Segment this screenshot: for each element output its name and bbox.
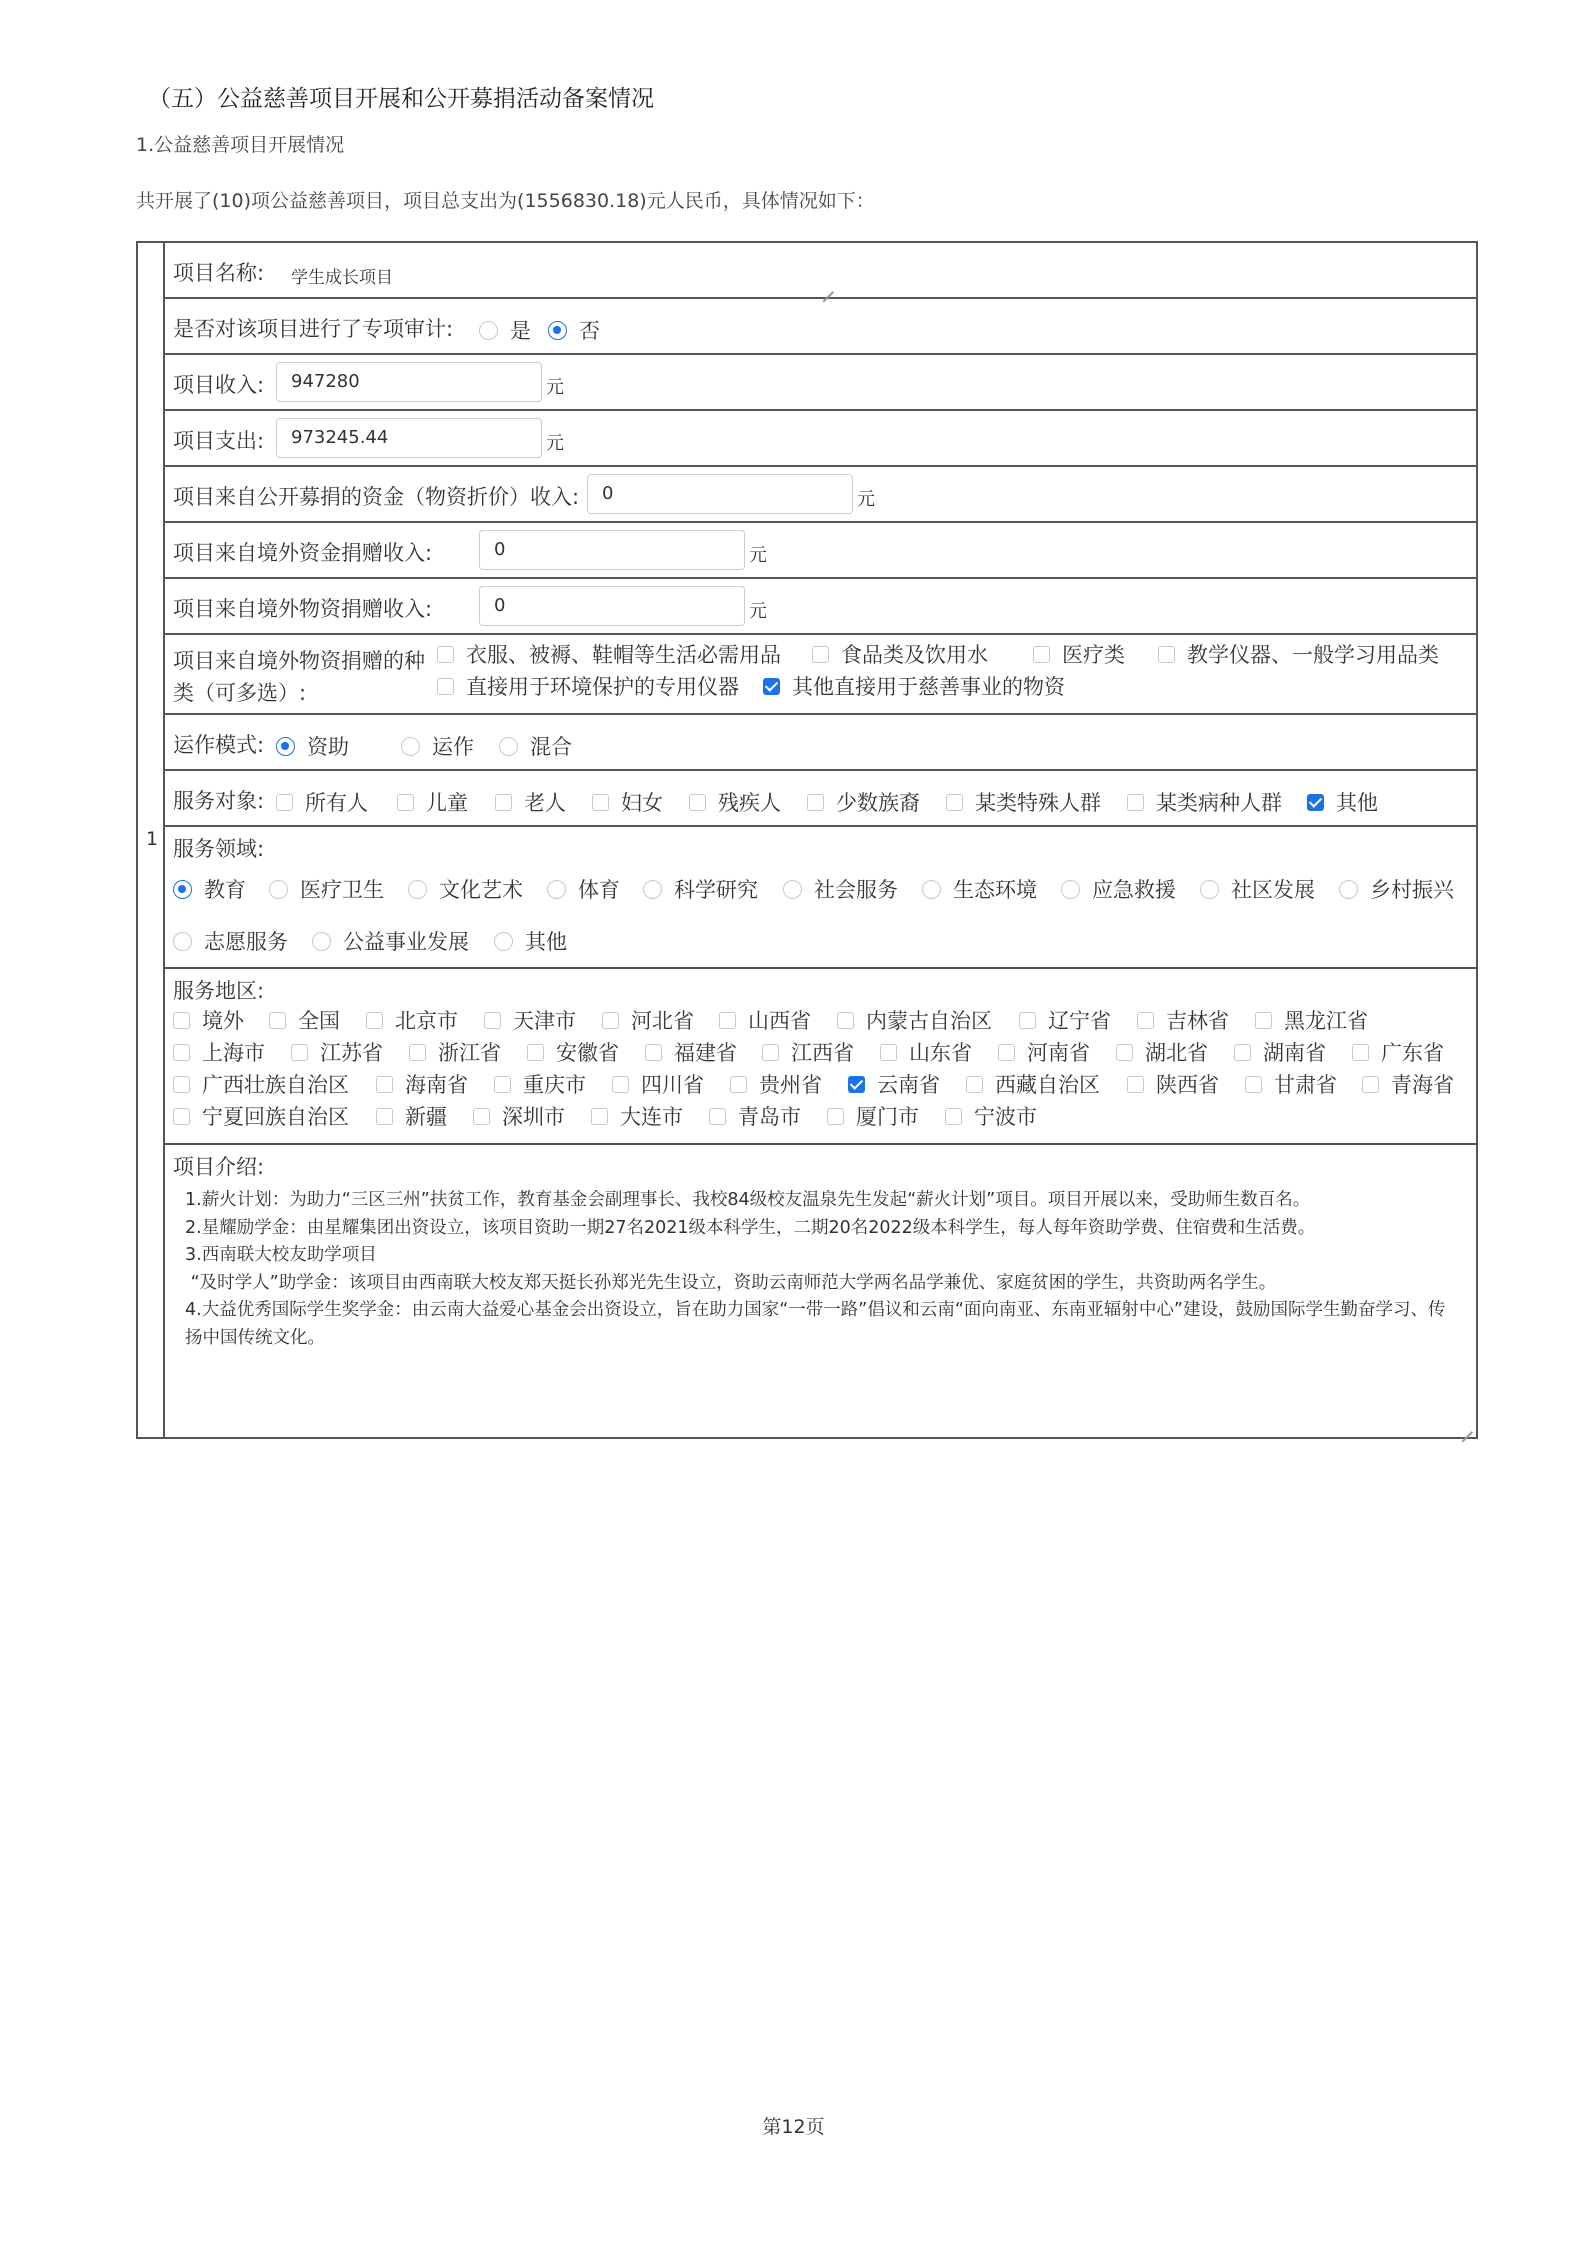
region-item-label: 山东省 — [909, 1041, 972, 1065]
checkbox-region[interactable] — [998, 1044, 1015, 1061]
foreign-fund-unit: 元 — [749, 545, 767, 566]
checkbox-region[interactable] — [376, 1108, 393, 1125]
income-label: 项目收入: — [173, 373, 265, 397]
domain-public[interactable] — [312, 926, 469, 956]
goods-type-daily-label: 衣服、被褥、鞋帽等生活必需用品 — [466, 643, 781, 667]
target-disabled-label: 残疾人 — [718, 791, 781, 815]
region-item[interactable] — [709, 1101, 801, 1131]
domain-label: 服务领域: — [173, 837, 265, 861]
row-expense — [165, 411, 1476, 467]
mode-mixed[interactable] — [499, 731, 572, 761]
goods-type-medical-label: 医疗类 — [1062, 643, 1125, 667]
public-fund-label: 项目来自公开募捐的资金（物资折价）收入: — [173, 485, 580, 509]
checkbox-region[interactable] — [473, 1108, 490, 1125]
region-item[interactable] — [1137, 1005, 1229, 1035]
target-label: 服务对象: — [173, 789, 265, 813]
domain-rural[interactable] — [1339, 874, 1454, 904]
region-item-label: 宁夏回族自治区 — [202, 1105, 349, 1129]
radio-public[interactable] — [312, 932, 331, 951]
region-item[interactable] — [1019, 1005, 1111, 1035]
region-item-label: 西藏自治区 — [995, 1073, 1100, 1097]
public-fund-input[interactable]: 0 — [587, 474, 853, 514]
row-project-name — [165, 243, 1476, 299]
checkbox-region[interactable] — [409, 1044, 426, 1061]
checkbox-target-women[interactable] — [592, 794, 609, 811]
checkbox-region[interactable] — [1019, 1012, 1036, 1029]
region-item-label: 上海市 — [202, 1041, 265, 1065]
target-children-label: 儿童 — [426, 791, 468, 815]
checkbox-region-yunnan[interactable] — [848, 1076, 865, 1093]
checkbox-target-all[interactable] — [276, 794, 293, 811]
region-item[interactable] — [173, 1005, 244, 1035]
domain-other[interactable] — [494, 926, 567, 956]
goods-type-other[interactable] — [763, 671, 1065, 701]
checkbox-region[interactable] — [173, 1108, 190, 1125]
region-item[interactable] — [173, 1101, 349, 1131]
target-minority-label: 少数族裔 — [836, 791, 920, 815]
row-targets — [165, 771, 1476, 827]
region-item-label: 浙江省 — [438, 1041, 501, 1065]
radio-domain-other[interactable] — [494, 932, 513, 951]
region-item[interactable] — [376, 1069, 468, 1099]
region-item[interactable] — [1127, 1069, 1219, 1099]
domain-sports-label: 体育 — [578, 878, 620, 902]
region-item-label: 新疆 — [405, 1105, 447, 1129]
goods-type-other-label: 其他直接用于慈善事业的物资 — [792, 675, 1065, 699]
region-item[interactable] — [376, 1101, 447, 1131]
domain-culture[interactable] — [408, 874, 523, 904]
radio-fund[interactable] — [276, 737, 295, 756]
region-item-label: 境外 — [202, 1009, 244, 1033]
region-item-label: 吉林省 — [1166, 1009, 1229, 1033]
domain-health-label: 医疗卫生 — [300, 878, 384, 902]
radio-social[interactable] — [783, 880, 802, 899]
radio-culture[interactable] — [408, 880, 427, 899]
project-index: 1 — [146, 828, 159, 850]
checkbox-region[interactable] — [880, 1044, 897, 1061]
project-table — [136, 241, 1478, 1439]
region-item[interactable] — [602, 1005, 694, 1035]
checkbox-region[interactable] — [366, 1012, 383, 1029]
domain-education[interactable] — [173, 874, 246, 904]
goods-type-env-label: 直接用于环境保护的专用仪器 — [466, 675, 739, 699]
intro-label: 项目介绍: — [173, 1155, 265, 1179]
radio-rural[interactable] — [1339, 880, 1358, 899]
row-public-fund — [165, 467, 1476, 523]
checkbox-region[interactable] — [591, 1108, 608, 1125]
checkbox-region[interactable] — [827, 1108, 844, 1125]
expense-unit: 元 — [546, 433, 564, 454]
region-item-label: 辽宁省 — [1048, 1009, 1111, 1033]
target-all-label: 所有人 — [305, 791, 368, 815]
summary-total: (1556830.18) — [517, 190, 647, 212]
target-special-label: 某类特殊人群 — [975, 791, 1101, 815]
target-elderly[interactable] — [495, 787, 566, 817]
domain-health[interactable] — [269, 874, 384, 904]
domain-science-label: 科学研究 — [674, 878, 758, 902]
intro-textarea[interactable]: 1.薪火计划：为助力“三区三州”扶贫工作，教育基金会副理事长、我校84级校友温泉先生发起“薪火计划”项目。项目开展以来，受助师生数百名。 2.星耀励学金：由星耀集团出资设立，该项目资助一期27名2021级本科学生，二期20名2022级本科学生，每人每年资助学费、住宿费和生活费。 3.西南联大校友助学项目 “及时学人”助学金：该项目由西南联大校友郑天挺长孙郑光先生设立，资助云南师范大学两名品学兼优、家庭贫困的学生，共资助两名学生。 4.大益优秀国际学生奖学金：由云南大益爱心基金会出资设立，旨在助力国家“一带一路”倡议和云南“面向南亚、东南亚辐射中心”建设，鼓励国际学生勤奋学习、传扬中国传统文化。 — [185, 1190, 1446, 1348]
checkbox-region[interactable] — [1362, 1076, 1379, 1093]
region-item[interactable] — [1362, 1069, 1454, 1099]
checkbox-region[interactable] — [1352, 1044, 1369, 1061]
goods-type-label-line1: 项目来自境外物资捐赠的种 — [173, 649, 425, 673]
region-item[interactable] — [730, 1069, 822, 1099]
target-women[interactable] — [592, 787, 663, 817]
region-item-label: 陕西省 — [1156, 1073, 1219, 1097]
foreign-goods-label: 项目来自境外物资捐赠收入: — [173, 597, 433, 621]
checkbox-region[interactable] — [945, 1108, 962, 1125]
checkbox-region[interactable] — [376, 1076, 393, 1093]
domain-sports[interactable] — [547, 874, 620, 904]
region-item[interactable] — [966, 1069, 1100, 1099]
expense-input[interactable]: 973245.44 — [276, 418, 542, 458]
target-disease[interactable] — [1127, 787, 1282, 817]
region-item[interactable] — [173, 1037, 265, 1067]
mode-mixed-label: 混合 — [530, 735, 572, 759]
region-item-label: 湖北省 — [1145, 1041, 1208, 1065]
domain-volunteer[interactable] — [173, 926, 288, 956]
foreign-goods-input[interactable]: 0 — [479, 586, 745, 626]
region-item[interactable] — [645, 1037, 737, 1067]
region-item[interactable] — [827, 1101, 919, 1131]
foreign-fund-label: 项目来自境外资金捐赠收入: — [173, 541, 433, 565]
region-item-label: 北京市 — [395, 1009, 458, 1033]
goods-type-env[interactable] — [437, 671, 739, 701]
row-goods-types — [165, 635, 1476, 715]
radio-ecology[interactable] — [922, 880, 941, 899]
domain-emergency-label: 应急救援 — [1092, 878, 1176, 902]
checkbox-region[interactable] — [602, 1012, 619, 1029]
summary-suffix: 元人民币，具体情况如下： — [646, 190, 875, 212]
checkbox-region[interactable] — [484, 1012, 501, 1029]
checkbox-region[interactable] — [173, 1012, 190, 1029]
name-value[interactable]: 学生成长项目 — [291, 268, 393, 288]
region-item[interactable] — [527, 1037, 619, 1067]
name-label: 项目名称: — [173, 261, 265, 285]
index-column — [138, 243, 165, 1437]
domain-rural-label: 乡村振兴 — [1370, 878, 1454, 902]
row-income — [165, 355, 1476, 411]
row-mode — [165, 715, 1476, 771]
radio-mixed[interactable] — [499, 737, 518, 756]
region-item[interactable] — [1352, 1037, 1444, 1067]
region-item-label: 深圳市 — [502, 1105, 565, 1129]
domain-social-label: 社会服务 — [814, 878, 898, 902]
summary-prefix: 共开展了 — [136, 190, 213, 212]
region-item[interactable] — [366, 1005, 458, 1035]
region-item-label: 甘肃省 — [1274, 1073, 1337, 1097]
domain-community[interactable] — [1200, 874, 1315, 904]
checkbox-teaching[interactable] — [1158, 646, 1175, 663]
checkbox-region[interactable] — [1245, 1076, 1262, 1093]
checkbox-region[interactable] — [1137, 1012, 1154, 1029]
region-item[interactable] — [998, 1037, 1090, 1067]
region-item[interactable] — [762, 1037, 854, 1067]
region-item-label: 四川省 — [641, 1073, 704, 1097]
row-domains — [165, 827, 1476, 969]
summary-line — [136, 186, 875, 213]
domain-ecology-label: 生态环境 — [953, 878, 1037, 902]
goods-type-food[interactable] — [812, 639, 988, 669]
radio-sports[interactable] — [547, 880, 566, 899]
region-item[interactable] — [484, 1005, 576, 1035]
domain-community-label: 社区发展 — [1231, 878, 1315, 902]
mode-operate-label: 运作 — [432, 735, 474, 759]
region-item-label: 宁波市 — [974, 1105, 1037, 1129]
region-item-label: 云南省 — [877, 1073, 940, 1097]
checkbox-target-other[interactable] — [1307, 794, 1324, 811]
region-item-label: 山西省 — [748, 1009, 811, 1033]
region-item-label: 大连市 — [620, 1105, 683, 1129]
region-item[interactable] — [473, 1101, 565, 1131]
radio-no[interactable] — [548, 321, 567, 340]
audit-no-label: 否 — [579, 319, 600, 343]
region-item[interactable] — [291, 1037, 383, 1067]
checkbox-target-special[interactable] — [946, 794, 963, 811]
checkbox-region[interactable] — [612, 1076, 629, 1093]
radio-science[interactable] — [643, 880, 662, 899]
mode-operate[interactable] — [401, 731, 474, 761]
target-women-label: 妇女 — [621, 791, 663, 815]
domain-volunteer-label: 志愿服务 — [204, 930, 288, 954]
target-disease-label: 某类病种人群 — [1156, 791, 1282, 815]
target-minority[interactable] — [807, 787, 920, 817]
target-disabled[interactable] — [689, 787, 781, 817]
mode-fund-label: 资助 — [307, 735, 349, 759]
region-item-label: 贵州省 — [759, 1073, 822, 1097]
income-input[interactable]: 947280 — [276, 362, 542, 402]
checkbox-region[interactable] — [1255, 1012, 1272, 1029]
section-title: （五）公益慈善项目开展和公开募捐活动备案情况 — [148, 86, 654, 112]
checkbox-region[interactable] — [837, 1012, 854, 1029]
row-foreign-goods — [165, 579, 1476, 635]
goods-type-daily[interactable] — [437, 639, 781, 669]
region-item[interactable] — [945, 1101, 1037, 1131]
checkbox-region[interactable] — [762, 1044, 779, 1061]
region-item[interactable] — [1245, 1069, 1337, 1099]
intro-resize-handle[interactable] — [1460, 1421, 1472, 1433]
domain-education-label: 教育 — [204, 878, 246, 902]
checkbox-daily[interactable] — [437, 646, 454, 663]
public-fund-unit: 元 — [857, 489, 875, 510]
summary-count: (10) — [212, 190, 252, 212]
checkbox-region[interactable] — [269, 1012, 286, 1029]
domain-other-label: 其他 — [525, 930, 567, 954]
checkbox-region[interactable] — [966, 1076, 983, 1093]
region-item-label: 海南省 — [405, 1073, 468, 1097]
region-item-label: 青岛市 — [738, 1105, 801, 1129]
checkbox-region[interactable] — [1127, 1076, 1144, 1093]
radio-volunteer[interactable] — [173, 932, 192, 951]
checkbox-other-goods[interactable] — [763, 678, 780, 695]
region-item-label: 天津市 — [513, 1009, 576, 1033]
audit-option-yes[interactable] — [479, 315, 531, 345]
radio-health[interactable] — [269, 880, 288, 899]
region-item-label: 江西省 — [791, 1041, 854, 1065]
foreign-fund-input[interactable]: 0 — [479, 530, 745, 570]
region-label: 服务地区: — [173, 979, 265, 1003]
goods-type-food-label: 食品类及饮用水 — [841, 643, 988, 667]
region-item[interactable] — [1234, 1037, 1326, 1067]
region-item[interactable] — [494, 1069, 586, 1099]
audit-label: 是否对该项目进行了专项审计: — [173, 317, 454, 341]
region-item[interactable] — [269, 1005, 340, 1035]
domain-ecology[interactable] — [922, 874, 1037, 904]
region-item-label: 内蒙古自治区 — [866, 1009, 992, 1033]
region-item-label: 安徽省 — [556, 1041, 619, 1065]
region-item[interactable] — [409, 1037, 501, 1067]
region-item-label: 全国 — [298, 1009, 340, 1033]
audit-option-no[interactable] — [548, 315, 600, 345]
target-special[interactable] — [946, 787, 1101, 817]
target-children[interactable] — [397, 787, 468, 817]
target-elderly-label: 老人 — [524, 791, 566, 815]
radio-yes[interactable] — [479, 321, 498, 340]
domain-social[interactable] — [783, 874, 898, 904]
region-item-label: 广东省 — [1381, 1041, 1444, 1065]
domain-public-label: 公益事业发展 — [343, 930, 469, 954]
checkbox-env[interactable] — [437, 678, 454, 695]
goods-type-label-line2: 类（可多选）: — [173, 681, 307, 705]
region-item[interactable] — [612, 1069, 704, 1099]
goods-type-teaching[interactable] — [1158, 639, 1439, 669]
radio-operate[interactable] — [401, 737, 420, 756]
region-item[interactable] — [591, 1101, 683, 1131]
region-item[interactable] — [837, 1005, 992, 1035]
region-item[interactable] — [1116, 1037, 1208, 1067]
checkbox-target-disease[interactable] — [1127, 794, 1144, 811]
income-unit: 元 — [546, 377, 564, 398]
radio-community[interactable] — [1200, 880, 1219, 899]
checkbox-region[interactable] — [1234, 1044, 1251, 1061]
domain-culture-label: 文化艺术 — [439, 878, 523, 902]
target-all[interactable] — [276, 787, 368, 817]
region-item[interactable] — [1255, 1005, 1368, 1035]
radio-education[interactable] — [173, 880, 192, 899]
row-regions — [165, 969, 1476, 1145]
sub-title: 1.公益慈善项目开展情况 — [136, 134, 345, 156]
checkbox-region[interactable] — [291, 1044, 308, 1061]
checkbox-region[interactable] — [719, 1012, 736, 1029]
checkbox-food[interactable] — [812, 646, 829, 663]
checkbox-target-children[interactable] — [397, 794, 414, 811]
region-item-label: 湖南省 — [1263, 1041, 1326, 1065]
region-item-label: 江苏省 — [320, 1041, 383, 1065]
target-other-label: 其他 — [1336, 791, 1378, 815]
goods-type-medical[interactable] — [1033, 639, 1125, 669]
target-other[interactable] — [1307, 787, 1378, 817]
row-audit — [165, 299, 1476, 355]
row-intro — [165, 1145, 1476, 1437]
region-item-label: 广西壮族自治区 — [202, 1073, 349, 1097]
checkbox-region[interactable] — [645, 1044, 662, 1061]
region-item-label: 河北省 — [631, 1009, 694, 1033]
checkbox-target-minority[interactable] — [807, 794, 824, 811]
region-item-label: 青海省 — [1391, 1073, 1454, 1097]
mode-fund[interactable] — [276, 731, 349, 761]
checkbox-target-disabled[interactable] — [689, 794, 706, 811]
audit-yes-label: 是 — [510, 319, 531, 343]
region-item-label: 河南省 — [1027, 1041, 1090, 1065]
row-foreign-fund — [165, 523, 1476, 579]
region-item-label: 福建省 — [674, 1041, 737, 1065]
region-item-label: 厦门市 — [856, 1105, 919, 1129]
domain-science[interactable] — [643, 874, 758, 904]
name-resize-handle[interactable] — [821, 281, 833, 293]
region-item[interactable] — [880, 1037, 972, 1067]
checkbox-region[interactable] — [1116, 1044, 1133, 1061]
checkbox-region[interactable] — [527, 1044, 544, 1061]
goods-type-teaching-label: 教学仪器、一般学习用品类 — [1187, 643, 1439, 667]
checkbox-medical[interactable] — [1033, 646, 1050, 663]
checkbox-region[interactable] — [709, 1108, 726, 1125]
checkbox-region[interactable] — [494, 1076, 511, 1093]
domain-emergency[interactable] — [1061, 874, 1176, 904]
mode-label: 运作模式: — [173, 733, 265, 757]
checkbox-region[interactable] — [173, 1076, 190, 1093]
page-number: 第12页 — [762, 2116, 825, 2138]
checkbox-region[interactable] — [730, 1076, 747, 1093]
region-item-label: 重庆市 — [523, 1073, 586, 1097]
expense-label: 项目支出: — [173, 429, 265, 453]
region-item-label: 黑龙江省 — [1284, 1009, 1368, 1033]
radio-emergency[interactable] — [1061, 880, 1080, 899]
region-item[interactable] — [173, 1069, 349, 1099]
region-item[interactable] — [719, 1005, 811, 1035]
summary-middle: 项公益慈善项目，项目总支出为 — [251, 190, 518, 212]
foreign-goods-unit: 元 — [749, 601, 767, 622]
region-item-yunnan[interactable] — [848, 1069, 940, 1099]
checkbox-region[interactable] — [173, 1044, 190, 1061]
checkbox-target-elderly[interactable] — [495, 794, 512, 811]
